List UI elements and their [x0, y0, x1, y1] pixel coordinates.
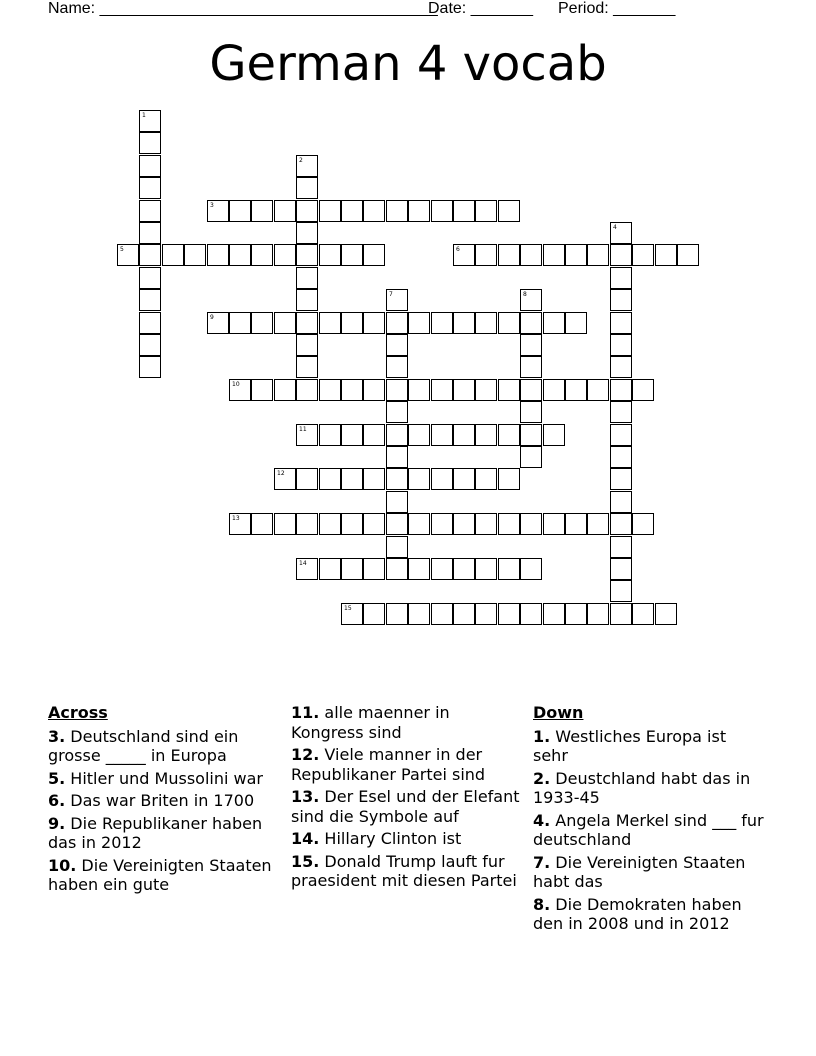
grid-cell[interactable] — [139, 312, 161, 334]
grid-cell[interactable] — [274, 379, 296, 401]
clue-item-text: Viele manner in der Republikaner Partei sind — [291, 745, 486, 784]
grid-cell[interactable] — [610, 267, 632, 289]
grid-cell[interactable] — [520, 424, 542, 446]
clue-item — [291, 829, 523, 849]
grid-cell[interactable] — [632, 244, 654, 266]
grid-cell[interactable] — [610, 334, 632, 356]
grid-cell[interactable] — [408, 603, 430, 625]
grid-cell[interactable] — [207, 312, 229, 334]
grid-cell[interactable] — [520, 558, 542, 580]
grid-cell[interactable] — [296, 356, 318, 378]
grid-cell[interactable] — [610, 401, 632, 423]
clue-item-number: 14. — [291, 829, 320, 848]
grid-cell[interactable] — [565, 513, 587, 535]
clue-item-text: Westliches Europa ist sehr — [533, 726, 727, 765]
across-clue-list-2 — [291, 703, 523, 891]
grid-cell[interactable] — [431, 424, 453, 446]
clue-item-number: 11. — [291, 703, 320, 722]
grid-cell[interactable] — [162, 244, 184, 266]
grid-cell[interactable] — [610, 580, 632, 602]
grid-cell[interactable] — [296, 155, 318, 177]
grid-cell[interactable] — [475, 312, 497, 334]
grid-cell[interactable] — [229, 244, 251, 266]
grid-cell[interactable] — [498, 424, 520, 446]
clue-number: 14 — [299, 560, 307, 567]
grid-cell[interactable] — [543, 513, 565, 535]
grid-cell[interactable] — [655, 603, 677, 625]
grid-cell[interactable] — [453, 200, 475, 222]
grid-cell[interactable] — [139, 244, 161, 266]
grid-cell[interactable] — [431, 200, 453, 222]
grid-cell[interactable] — [386, 379, 408, 401]
grid-cell[interactable] — [274, 468, 296, 490]
grid-cell[interactable] — [610, 379, 632, 401]
grid-cell[interactable] — [453, 312, 475, 334]
grid-cell[interactable] — [251, 312, 273, 334]
grid-cell[interactable] — [498, 244, 520, 266]
grid-cell[interactable] — [341, 200, 363, 222]
grid-cell[interactable] — [587, 603, 609, 625]
grid-cell[interactable] — [520, 334, 542, 356]
grid-cell[interactable] — [386, 468, 408, 490]
grid-cell[interactable] — [139, 222, 161, 244]
grid-cell[interactable] — [319, 424, 341, 446]
grid-cell[interactable] — [610, 603, 632, 625]
grid-cell[interactable] — [610, 424, 632, 446]
grid-cell[interactable] — [408, 200, 430, 222]
grid-cell[interactable] — [139, 334, 161, 356]
grid-cell[interactable] — [386, 603, 408, 625]
clue-item-text: Die Demokraten haben den in 2008 und in 2012 — [533, 894, 742, 933]
grid-cell[interactable] — [274, 244, 296, 266]
grid-cell[interactable] — [453, 244, 475, 266]
grid-cell[interactable] — [296, 222, 318, 244]
grid-cell[interactable] — [386, 446, 408, 468]
grid-cell[interactable] — [520, 513, 542, 535]
grid-cell[interactable] — [341, 312, 363, 334]
clue-item-number: 7. — [533, 852, 551, 872]
clue-item-text: Die Vereinigten Staaten haben ein gute — [48, 855, 272, 894]
grid-cell[interactable] — [139, 110, 161, 132]
grid-cell[interactable] — [341, 244, 363, 266]
clue-item — [533, 727, 765, 766]
grid-cell[interactable] — [341, 603, 363, 625]
grid-cell[interactable] — [632, 379, 654, 401]
grid-cell[interactable] — [229, 379, 251, 401]
clue-number: 9 — [210, 314, 214, 321]
grid-cell[interactable] — [453, 379, 475, 401]
clue-item — [48, 791, 273, 811]
grid-cell[interactable] — [610, 356, 632, 378]
grid-cell[interactable] — [341, 513, 363, 535]
name-field[interactable]: Name: ______________________________________ — [48, 0, 438, 17]
clue-item-text: Hitler und Mussolini war — [65, 768, 263, 788]
grid-cell[interactable] — [363, 603, 385, 625]
clue-item — [533, 895, 765, 934]
grid-cell[interactable] — [207, 200, 229, 222]
grid-cell[interactable] — [610, 222, 632, 244]
clues-across-column-2 — [291, 703, 523, 894]
clue-item-text: Deutschland sind ein grosse _____ in Europa — [48, 726, 239, 765]
clue-item — [291, 852, 523, 891]
grid-cell[interactable] — [431, 513, 453, 535]
clue-number: 15 — [344, 605, 352, 612]
clues-down-column — [533, 703, 765, 937]
grid-cell[interactable] — [296, 468, 318, 490]
grid-cell[interactable] — [386, 424, 408, 446]
grid-cell[interactable] — [453, 468, 475, 490]
grid-cell[interactable] — [296, 289, 318, 311]
grid-cell[interactable] — [319, 468, 341, 490]
grid-cell[interactable] — [139, 289, 161, 311]
grid-cell[interactable] — [319, 244, 341, 266]
grid-cell[interactable] — [498, 312, 520, 334]
grid-cell[interactable] — [296, 513, 318, 535]
grid-cell[interactable] — [296, 177, 318, 199]
clue-item — [291, 703, 523, 742]
grid-cell[interactable] — [543, 244, 565, 266]
grid-cell[interactable] — [408, 424, 430, 446]
page-title: German 4 vocab — [209, 36, 607, 92]
clue-item-text: Donald Trump lauft fur praesident mit diesen Partei — [291, 851, 517, 890]
grid-cell[interactable] — [386, 401, 408, 423]
grid-cell[interactable] — [565, 244, 587, 266]
grid-cell[interactable] — [386, 200, 408, 222]
grid-cell[interactable] — [431, 379, 453, 401]
grid-cell[interactable] — [610, 558, 632, 580]
clue-number: 12 — [277, 470, 285, 477]
grid-cell[interactable] — [251, 513, 273, 535]
grid-cell[interactable] — [139, 177, 161, 199]
clue-item-text: Das war Briten in 1700 — [65, 791, 255, 810]
clue-item-number: 2. — [533, 768, 551, 788]
grid-cell[interactable] — [296, 379, 318, 401]
grid-cell[interactable] — [543, 312, 565, 334]
clue-number: 7 — [389, 291, 393, 298]
clue-number: 3 — [210, 202, 214, 209]
grid-cell[interactable] — [363, 558, 385, 580]
grid-cell[interactable] — [520, 289, 542, 311]
grid-cell[interactable] — [319, 312, 341, 334]
clue-item — [533, 769, 765, 808]
grid-cell[interactable] — [610, 468, 632, 490]
grid-cell[interactable] — [363, 244, 385, 266]
clue-item-text: Die Vereinigten Staaten habt das — [533, 852, 746, 891]
grid-cell[interactable] — [386, 312, 408, 334]
date-field[interactable]: Date: _______ — [428, 0, 533, 17]
grid-cell[interactable] — [319, 200, 341, 222]
clue-item-number: 13. — [291, 787, 320, 806]
grid-cell[interactable] — [363, 379, 385, 401]
grid-cell[interactable] — [296, 267, 318, 289]
across-heading: Across — [48, 703, 108, 722]
clue-item-number: 12. — [291, 745, 320, 764]
grid-cell[interactable] — [251, 244, 273, 266]
grid-cell[interactable] — [341, 558, 363, 580]
down-heading: Down — [533, 703, 584, 722]
clue-item-number: 8. — [533, 894, 551, 914]
clue-item — [48, 769, 273, 789]
across-clue-list-1 — [48, 727, 273, 895]
clue-item-number: 15. — [291, 851, 320, 871]
grid-cell[interactable] — [565, 603, 587, 625]
grid-cell[interactable] — [610, 244, 632, 266]
grid-cell[interactable] — [610, 491, 632, 513]
clue-number: 13 — [232, 515, 240, 522]
grid-cell[interactable] — [587, 244, 609, 266]
clue-number: 6 — [456, 246, 460, 253]
grid-cell[interactable] — [386, 513, 408, 535]
grid-cell[interactable] — [520, 401, 542, 423]
grid-cell[interactable] — [498, 558, 520, 580]
grid-cell[interactable] — [296, 334, 318, 356]
grid-cell[interactable] — [363, 312, 385, 334]
grid-cell[interactable] — [475, 379, 497, 401]
grid-cell[interactable] — [363, 513, 385, 535]
grid-cell[interactable] — [587, 513, 609, 535]
grid-cell[interactable] — [139, 200, 161, 222]
grid-cell[interactable] — [319, 558, 341, 580]
clue-item-text: Angela Merkel sind ___ fur deutschland — [533, 810, 764, 849]
grid-cell[interactable] — [319, 379, 341, 401]
clue-item — [291, 787, 523, 826]
grid-cell[interactable] — [251, 379, 273, 401]
grid-cell[interactable] — [386, 558, 408, 580]
grid-cell[interactable] — [565, 312, 587, 334]
clue-item — [533, 811, 765, 850]
grid-cell[interactable] — [520, 379, 542, 401]
grid-cell[interactable] — [520, 356, 542, 378]
grid-cell[interactable] — [520, 603, 542, 625]
clue-number: 5 — [120, 246, 124, 253]
clue-item — [48, 814, 273, 853]
clue-item-number: 1. — [533, 726, 551, 746]
clue-item-number: 9. — [48, 813, 66, 833]
grid-cell[interactable] — [296, 312, 318, 334]
clue-number: 8 — [523, 291, 527, 298]
grid-cell[interactable] — [498, 603, 520, 625]
grid-cell[interactable] — [274, 513, 296, 535]
clue-item — [48, 856, 273, 895]
grid-cell[interactable] — [475, 244, 497, 266]
grid-cell[interactable] — [296, 200, 318, 222]
grid-cell[interactable] — [341, 468, 363, 490]
grid-cell[interactable] — [677, 244, 699, 266]
grid-cell[interactable] — [229, 513, 251, 535]
clue-item-number: 6. — [48, 791, 66, 810]
grid-cell[interactable] — [386, 491, 408, 513]
grid-cell[interactable] — [251, 200, 273, 222]
clue-item — [48, 727, 273, 766]
clue-number: 2 — [299, 157, 303, 164]
clue-number: 4 — [613, 224, 617, 231]
grid-cell[interactable] — [139, 356, 161, 378]
clue-item-text: Deustchland habt das in 1933-45 — [533, 768, 751, 807]
grid-cell[interactable] — [274, 200, 296, 222]
grid-cell[interactable] — [610, 536, 632, 558]
grid-cell[interactable] — [139, 132, 161, 154]
grid-cell[interactable] — [475, 513, 497, 535]
grid-cell[interactable] — [207, 244, 229, 266]
grid-cell[interactable] — [475, 558, 497, 580]
grid-cell[interactable] — [139, 155, 161, 177]
grid-cell[interactable] — [543, 424, 565, 446]
grid-cell[interactable] — [498, 379, 520, 401]
clue-item-number: 10. — [48, 855, 77, 875]
grid-cell[interactable] — [453, 513, 475, 535]
grid-cell[interactable] — [408, 379, 430, 401]
clue-item-text: Hillary Clinton ist — [319, 829, 462, 848]
grid-cell[interactable] — [498, 468, 520, 490]
clue-number: 11 — [299, 426, 307, 433]
grid-cell[interactable] — [632, 603, 654, 625]
grid-cell[interactable] — [475, 468, 497, 490]
clue-item-number: 4. — [533, 810, 551, 830]
grid-cell[interactable] — [565, 379, 587, 401]
grid-cell[interactable] — [408, 312, 430, 334]
grid-cell[interactable] — [520, 312, 542, 334]
grid-cell[interactable] — [363, 468, 385, 490]
grid-cell[interactable] — [431, 603, 453, 625]
grid-cell[interactable] — [386, 536, 408, 558]
grid-cell[interactable] — [610, 446, 632, 468]
period-field[interactable]: Period: _______ — [558, 0, 676, 17]
clue-item-number: 5. — [48, 768, 66, 788]
grid-cell[interactable] — [453, 558, 475, 580]
grid-cell[interactable] — [520, 244, 542, 266]
grid-cell[interactable] — [229, 312, 251, 334]
grid-cell[interactable] — [363, 424, 385, 446]
down-clue-list — [533, 727, 765, 934]
grid-cell[interactable] — [610, 312, 632, 334]
grid-cell[interactable] — [520, 446, 542, 468]
grid-cell[interactable] — [139, 267, 161, 289]
clue-item-number: 3. — [48, 726, 66, 746]
grid-cell[interactable] — [184, 244, 206, 266]
grid-cell[interactable] — [587, 379, 609, 401]
grid-cell[interactable] — [543, 379, 565, 401]
grid-cell[interactable] — [408, 468, 430, 490]
grid-cell[interactable] — [431, 468, 453, 490]
clues-across-column-1 — [48, 703, 273, 898]
grid-cell[interactable] — [431, 312, 453, 334]
grid-cell[interactable] — [363, 200, 385, 222]
grid-cell[interactable] — [296, 244, 318, 266]
grid-cell[interactable] — [408, 558, 430, 580]
grid-cell[interactable] — [475, 424, 497, 446]
grid-cell[interactable] — [498, 513, 520, 535]
grid-cell[interactable] — [453, 424, 475, 446]
clue-number: 10 — [232, 381, 240, 388]
grid-cell[interactable] — [386, 334, 408, 356]
grid-cell[interactable] — [431, 558, 453, 580]
grid-cell[interactable] — [341, 424, 363, 446]
grid-cell[interactable] — [229, 200, 251, 222]
grid-cell[interactable] — [386, 356, 408, 378]
grid-cell[interactable] — [498, 200, 520, 222]
grid-cell[interactable] — [475, 603, 497, 625]
clue-item — [291, 745, 523, 784]
grid-cell[interactable] — [543, 603, 565, 625]
grid-cell[interactable] — [610, 289, 632, 311]
grid-cell[interactable] — [117, 244, 139, 266]
grid-cell[interactable] — [632, 513, 654, 535]
grid-cell[interactable] — [319, 513, 341, 535]
grid-cell[interactable] — [475, 200, 497, 222]
grid-cell[interactable] — [610, 513, 632, 535]
grid-cell[interactable] — [274, 312, 296, 334]
clue-number: 1 — [142, 112, 146, 119]
grid-cell[interactable] — [341, 379, 363, 401]
clue-item-text: Der Esel und der Elefant sind die Symbole auf — [291, 787, 520, 826]
grid-cell[interactable] — [453, 603, 475, 625]
clue-item-text: Die Republikaner haben das in 2012 — [48, 813, 263, 852]
grid-cell[interactable] — [408, 513, 430, 535]
grid-cell[interactable] — [655, 244, 677, 266]
grid-cell[interactable] — [296, 424, 318, 446]
clue-item-text: alle maenner in Kongress sind — [291, 703, 450, 742]
grid-cell[interactable] — [386, 289, 408, 311]
grid-cell[interactable] — [296, 558, 318, 580]
clue-item — [533, 853, 765, 892]
